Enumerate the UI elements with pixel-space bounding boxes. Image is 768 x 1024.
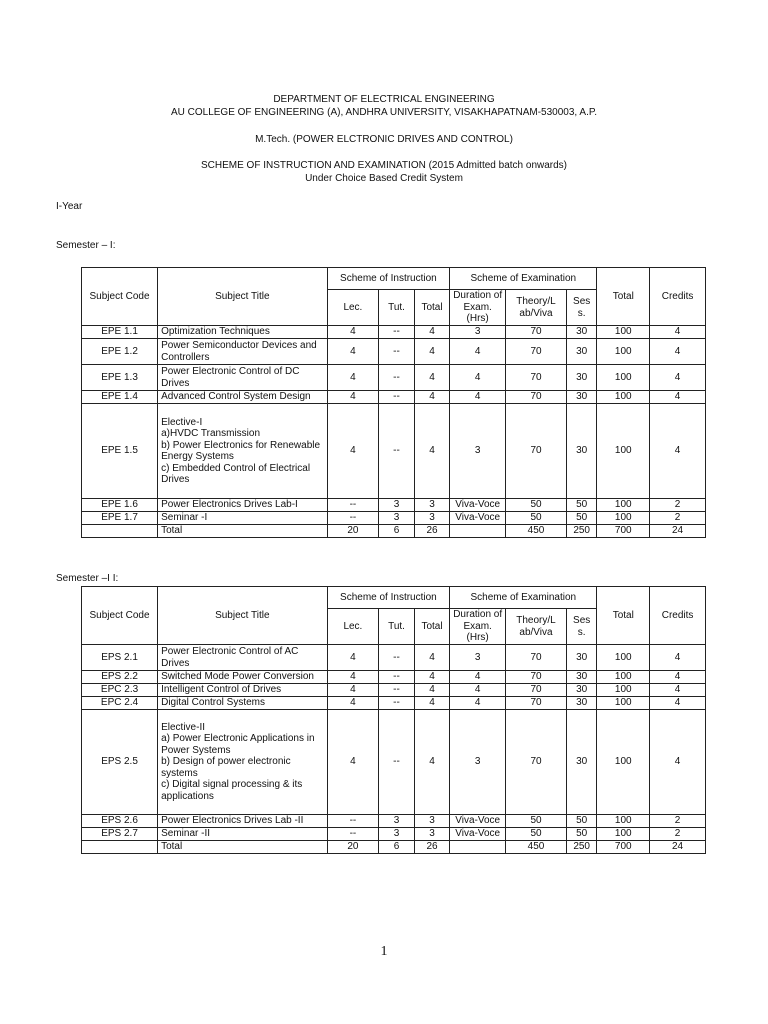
instruction-total: 4: [414, 326, 450, 339]
tutorial-hours: --: [379, 645, 415, 671]
code-header: Subject Code: [82, 587, 158, 645]
credits: 24: [650, 841, 706, 854]
lecture-hours: 4: [327, 391, 379, 404]
credits: 4: [650, 697, 706, 710]
total-marks: 100: [597, 326, 650, 339]
semester-1-label: Semester – I:: [56, 240, 116, 251]
ses-header: Ses s.: [566, 609, 596, 645]
credits: 4: [650, 710, 706, 815]
theory-marks: 70: [506, 339, 567, 365]
grand-total-header: Total: [597, 268, 650, 326]
exam-duration: Viva-Voce: [450, 512, 506, 525]
subject-code: EPS 2.1: [82, 645, 158, 671]
instruction-header: Scheme of Instruction: [327, 587, 450, 609]
theory-marks: 50: [506, 512, 567, 525]
tutorial-hours: --: [379, 365, 415, 391]
lec-header: Lec.: [327, 609, 379, 645]
sessional-marks: 250: [566, 525, 596, 538]
subject-title: Total: [158, 841, 327, 854]
theory-marks: 70: [506, 684, 567, 697]
elective-option-line: c) Digital signal processing & its: [161, 779, 303, 791]
tutorial-hours: 3: [379, 512, 415, 525]
exam-duration: Viva-Voce: [450, 499, 506, 512]
tutorial-hours: 6: [379, 841, 415, 854]
subject-title: Seminar -II: [158, 828, 327, 841]
instruction-total: 4: [414, 391, 450, 404]
subject-title: Advanced Control System Design: [158, 391, 327, 404]
duration-header: Duration of Exam. (Hrs): [450, 290, 506, 326]
theory-marks: 70: [506, 326, 567, 339]
subject-title: Power Electronic Control of AC Drives: [158, 645, 327, 671]
credits: 2: [650, 512, 706, 525]
theory-marks: 70: [506, 697, 567, 710]
lecture-hours: --: [327, 815, 379, 828]
subject-code: EPC 2.4: [82, 697, 158, 710]
elective-option-line: a)HVDC Transmission: [161, 428, 261, 439]
theory-marks: 70: [506, 404, 567, 499]
theory-marks: 50: [506, 815, 567, 828]
total-marks: 100: [597, 710, 650, 815]
lecture-hours: --: [327, 828, 379, 841]
table-row: [82, 671, 706, 684]
department-name: DEPARTMENT OF ELECTRICAL ENGINEERING: [273, 94, 495, 105]
tutorial-hours: --: [379, 671, 415, 684]
table-row: [82, 828, 706, 841]
lecture-hours: 20: [327, 841, 379, 854]
elective-option-line: b) Power Electronics for Renewable: [161, 439, 321, 451]
elective-option-line: a) Power Electronic Applications in: [161, 733, 315, 745]
tut-header: Tut.: [379, 609, 415, 645]
tutorial-hours: --: [379, 710, 415, 815]
subject-title: Switched Mode Power Conversion: [158, 671, 327, 684]
exam-duration: [450, 841, 506, 854]
instruction-total: 3: [414, 499, 450, 512]
lecture-hours: 4: [327, 671, 379, 684]
sessional-marks: 50: [566, 499, 596, 512]
subject-title: Power Electronics Drives Lab -II: [158, 815, 327, 828]
subject-code: [82, 525, 158, 538]
lecture-hours: --: [327, 499, 379, 512]
instruction-total: 4: [414, 645, 450, 671]
table-row: [82, 499, 706, 512]
credits: 2: [650, 499, 706, 512]
exam-duration: Viva-Voce: [450, 815, 506, 828]
sessional-marks: 30: [566, 326, 596, 339]
instruction-total: 26: [414, 525, 450, 538]
lecture-hours: --: [327, 512, 379, 525]
college-name: AU COLLEGE OF ENGINEERING (A), ANDHRA UNIVERSITY, VISAKHAPATNAM-530003, A.P.: [170, 107, 598, 118]
theory-header: Theory/L ab/Viva: [506, 609, 567, 645]
year-label: I-Year: [56, 201, 83, 212]
ses-header: Ses s.: [566, 290, 596, 326]
exam-duration: 3: [450, 645, 506, 671]
exam-duration: 4: [450, 365, 506, 391]
total-marks: 100: [597, 339, 650, 365]
title-header: Subject Title: [158, 587, 327, 645]
code-header: Subject Code: [82, 268, 158, 326]
page-number: 1: [380, 944, 388, 959]
subject-title: Intelligent Control of Drives: [158, 684, 327, 697]
subject-code: [82, 841, 158, 854]
credit-system: Under Choice Based Credit System: [305, 173, 463, 184]
instruction-total: 4: [414, 339, 450, 365]
total-marks: 100: [597, 391, 650, 404]
sessional-marks: 30: [566, 339, 596, 365]
instruction-total: 4: [414, 710, 450, 815]
elective-option-line: Elective-I: [161, 416, 203, 428]
subject-code: EPE 1.5: [82, 404, 158, 499]
sessional-marks: 30: [566, 697, 596, 710]
program-name: M.Tech. (POWER ELCTRONIC DRIVES AND CONTROL): [255, 134, 513, 145]
duration-header: Duration of Exam. (Hrs): [450, 609, 506, 645]
table-row: [82, 697, 706, 710]
table-row: [82, 815, 706, 828]
credits-header: Credits: [650, 268, 706, 326]
theory-marks: 70: [506, 365, 567, 391]
elective-option-line: Drives: [161, 474, 190, 485]
theory-marks: 70: [506, 671, 567, 684]
tutorial-hours: 6: [379, 525, 415, 538]
total-header: Total: [414, 290, 450, 326]
total-marks: 700: [597, 841, 650, 854]
instruction-total: 3: [414, 815, 450, 828]
subject-title: Power Electronics Drives Lab-I: [158, 499, 327, 512]
theory-header: Theory/L ab/Viva: [506, 290, 567, 326]
total-marks: 100: [597, 684, 650, 697]
tut-header: Tut.: [379, 290, 415, 326]
elective-option-line: Energy Systems: [161, 451, 234, 462]
exam-duration: 4: [450, 697, 506, 710]
theory-marks: 450: [506, 841, 567, 854]
sessional-marks: 30: [566, 391, 596, 404]
table-row: [82, 841, 706, 854]
theory-marks: 70: [506, 391, 567, 404]
credits: 2: [650, 828, 706, 841]
subject-code: EPS 2.5: [82, 710, 158, 815]
table-row: [82, 684, 706, 697]
instruction-total: 4: [414, 404, 450, 499]
total-marks: 100: [597, 499, 650, 512]
subject-code: EPE 1.7: [82, 512, 158, 525]
subject-code: EPE 1.6: [82, 499, 158, 512]
lecture-hours: 4: [327, 684, 379, 697]
instruction-total: 4: [414, 684, 450, 697]
total-marks: 700: [597, 525, 650, 538]
semester-2-table: [81, 586, 706, 854]
tutorial-hours: --: [379, 684, 415, 697]
exam-duration: Viva-Voce: [450, 828, 506, 841]
tutorial-hours: --: [379, 697, 415, 710]
elective-option-line: Power Systems: [161, 744, 231, 756]
table-row: [82, 339, 706, 365]
credits: 4: [650, 339, 706, 365]
sessional-marks: 30: [566, 710, 596, 815]
tutorial-hours: 3: [379, 815, 415, 828]
lecture-hours: 4: [327, 326, 379, 339]
total-marks: 100: [597, 404, 650, 499]
subject-code: EPE 1.2: [82, 339, 158, 365]
tutorial-hours: --: [379, 326, 415, 339]
credits: 4: [650, 404, 706, 499]
theory-marks: 50: [506, 499, 567, 512]
instruction-total: 4: [414, 365, 450, 391]
subject-title: Seminar -I: [158, 512, 327, 525]
instruction-total: 3: [414, 828, 450, 841]
tutorial-hours: --: [379, 391, 415, 404]
elective-option-line: Elective-II: [161, 721, 205, 733]
elective-option-line: c) Embedded Control of Electrical: [161, 462, 311, 474]
credits-header: Credits: [650, 587, 706, 645]
elective-option-line: systems: [161, 767, 198, 779]
scheme-title: SCHEME OF INSTRUCTION AND EXAMINATION (2015 Admitted batch onwards): [200, 160, 568, 171]
table-row: [82, 512, 706, 525]
credits: 2: [650, 815, 706, 828]
total-marks: 100: [597, 815, 650, 828]
total-marks: 100: [597, 697, 650, 710]
credits: 4: [650, 671, 706, 684]
subject-title: Optimization Techniques: [158, 326, 327, 339]
header-row: [82, 268, 706, 290]
subject-code: EPS 2.7: [82, 828, 158, 841]
total-marks: 100: [597, 828, 650, 841]
instruction-header: Scheme of Instruction: [327, 268, 450, 290]
table-row: [82, 645, 706, 671]
credits: 4: [650, 365, 706, 391]
sessional-marks: 30: [566, 404, 596, 499]
table-row: [82, 365, 706, 391]
exam-duration: 3: [450, 404, 506, 499]
table-row: [82, 404, 706, 499]
subject-title: Power Electronic Control of DC Drives: [158, 365, 327, 391]
sessional-marks: 30: [566, 684, 596, 697]
elective-option-line: b) Design of power electronic: [161, 756, 291, 768]
total-marks: 100: [597, 365, 650, 391]
credits: 4: [650, 391, 706, 404]
header-row: [82, 587, 706, 609]
table-row: [82, 326, 706, 339]
subject-code: EPC 2.3: [82, 684, 158, 697]
sessional-marks: 250: [566, 841, 596, 854]
elective-option-line: applications: [161, 790, 214, 802]
semester-2-label: Semester –I I:: [56, 573, 119, 584]
total-marks: 100: [597, 645, 650, 671]
subject-code: EPS 2.6: [82, 815, 158, 828]
examination-header: Scheme of Examination: [450, 587, 597, 609]
sessional-marks: 30: [566, 671, 596, 684]
credits: 4: [650, 645, 706, 671]
theory-marks: 70: [506, 645, 567, 671]
credits: 4: [650, 326, 706, 339]
sessional-marks: 50: [566, 828, 596, 841]
lecture-hours: 4: [327, 365, 379, 391]
sessional-marks: 50: [566, 815, 596, 828]
credits: 4: [650, 684, 706, 697]
instruction-total: 4: [414, 697, 450, 710]
examination-header: Scheme of Examination: [450, 268, 597, 290]
sessional-marks: 30: [566, 365, 596, 391]
lecture-hours: 4: [327, 710, 379, 815]
subject-title: Power Semiconductor Devices and Controllers: [158, 339, 327, 365]
semester-1-table: [81, 267, 706, 538]
table-row: [82, 391, 706, 404]
theory-marks: 50: [506, 828, 567, 841]
tutorial-hours: --: [379, 339, 415, 365]
subject-title: Digital Control Systems: [158, 697, 327, 710]
instruction-total: 4: [414, 671, 450, 684]
tutorial-hours: 3: [379, 828, 415, 841]
title-header: Subject Title: [158, 268, 327, 326]
total-marks: 100: [597, 671, 650, 684]
exam-duration: 4: [450, 391, 506, 404]
subject-title: [158, 404, 327, 499]
grand-total-header: Total: [597, 587, 650, 645]
exam-duration: [450, 525, 506, 538]
lecture-hours: 4: [327, 645, 379, 671]
subject-code: EPE 1.1: [82, 326, 158, 339]
table-row: [82, 710, 706, 815]
exam-duration: 4: [450, 339, 506, 365]
instruction-total: 26: [414, 841, 450, 854]
credits: 24: [650, 525, 706, 538]
lecture-hours: 20: [327, 525, 379, 538]
subject-title: [158, 710, 327, 815]
exam-duration: 4: [450, 684, 506, 697]
sessional-marks: 30: [566, 645, 596, 671]
subject-code: EPE 1.4: [82, 391, 158, 404]
subject-code: EPE 1.3: [82, 365, 158, 391]
subject-code: EPS 2.2: [82, 671, 158, 684]
theory-marks: 70: [506, 710, 567, 815]
theory-marks: 450: [506, 525, 567, 538]
subject-title: Total: [158, 525, 327, 538]
lecture-hours: 4: [327, 697, 379, 710]
lec-header: Lec.: [327, 290, 379, 326]
sessional-marks: 50: [566, 512, 596, 525]
total-marks: 100: [597, 512, 650, 525]
total-header: Total: [414, 609, 450, 645]
exam-duration: 4: [450, 671, 506, 684]
table-row: [82, 525, 706, 538]
lecture-hours: 4: [327, 404, 379, 499]
tutorial-hours: --: [379, 404, 415, 499]
lecture-hours: 4: [327, 339, 379, 365]
tutorial-hours: 3: [379, 499, 415, 512]
exam-duration: 3: [450, 710, 506, 815]
instruction-total: 3: [414, 512, 450, 525]
exam-duration: 3: [450, 326, 506, 339]
